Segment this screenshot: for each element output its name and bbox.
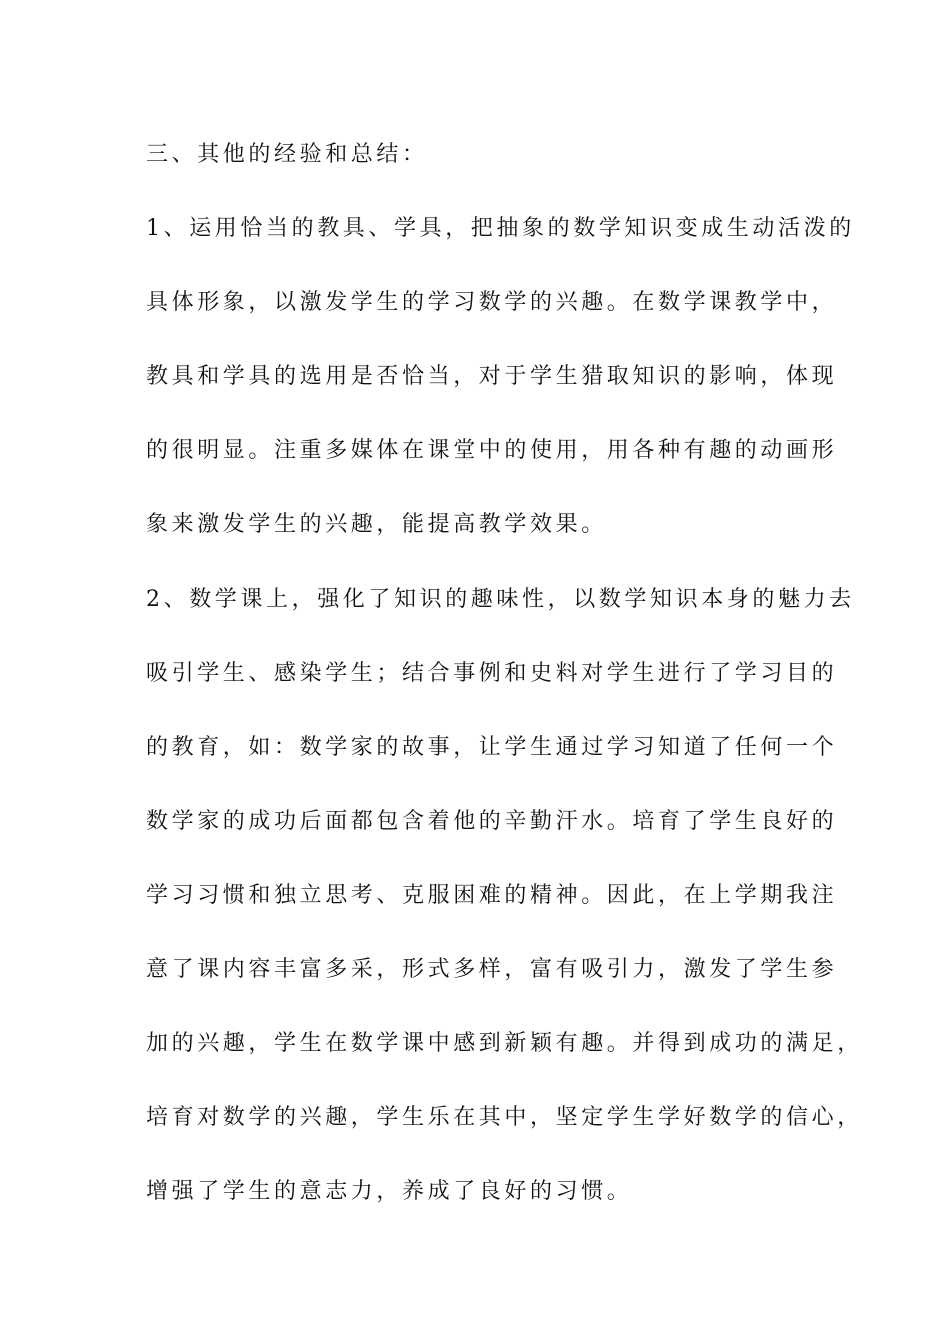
paragraph-line: 的教育，如：数学家的故事，让学生通过学习知道了任何一个	[146, 734, 838, 760]
paragraph-line: 培育对数学的兴趣，学生乐在其中，坚定学生学好数学的信心，	[146, 1105, 863, 1131]
paragraph-line: 加的兴趣，学生在数学课中感到新颖有趣。并得到成功的满足，	[146, 1031, 863, 1057]
paragraph-line: 学习习惯和独立思考、克服困难的精神。因此，在上学期我注	[146, 882, 838, 908]
paragraph-line: 1、运用恰当的教具、学具，把抽象的数学知识变成生动活泼的	[146, 216, 855, 242]
paragraph-line: 数学家的成功后面都包含着他的辛勤汗水。培育了学生良好的	[146, 808, 838, 834]
paragraph-line: 意了课内容丰富多采，形式多样，富有吸引力，激发了学生参	[146, 957, 838, 983]
paragraph-line: 2、数学课上，强化了知识的趣味性，以数学知识本身的魅力去	[146, 586, 855, 612]
paragraph-line: 象来激发学生的兴趣，能提高教学效果。	[146, 512, 607, 538]
section-heading: 三、其他的经验和总结：	[146, 142, 428, 167]
paragraph-line: 教具和学具的选用是否恰当，对于学生猎取知识的影响，体现	[146, 364, 838, 390]
paragraph-line: 具体形象，以激发学生的学习数学的兴趣。在数学课教学中，	[146, 290, 838, 316]
paragraph-line: 的很明显。注重多媒体在课堂中的使用，用各种有趣的动画形	[146, 438, 838, 464]
paragraph-line: 吸引学生、感染学生；结合事例和史料对学生进行了学习目的	[146, 660, 838, 686]
document-body	[146, 118, 863, 1229]
paragraph-line: 增强了学生的意志力，养成了良好的习惯。	[146, 1179, 633, 1205]
